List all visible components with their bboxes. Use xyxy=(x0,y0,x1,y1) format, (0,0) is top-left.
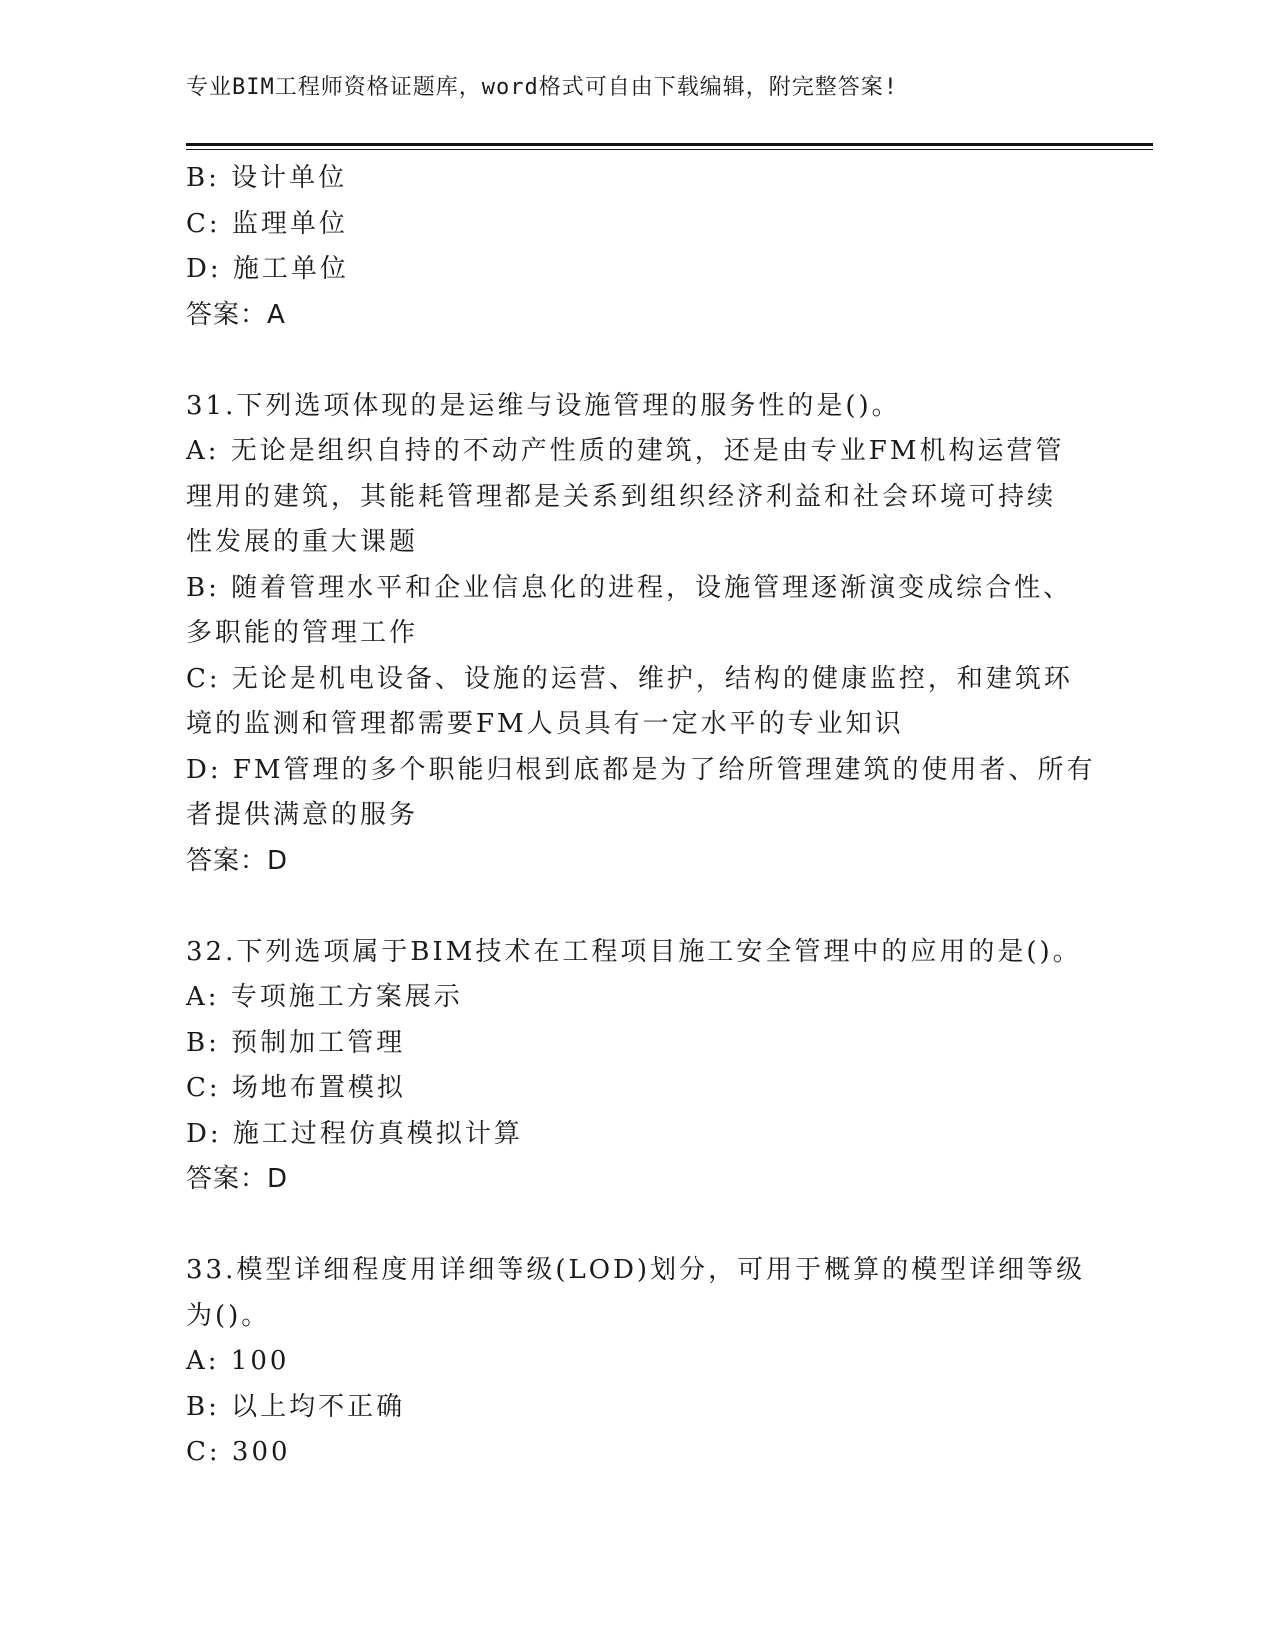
spacer xyxy=(186,338,1086,384)
question-32 xyxy=(186,930,1086,1203)
question-31 xyxy=(186,384,1096,885)
option-b: B: 预制加工管理 xyxy=(186,1027,406,1058)
question-stem: 33.模型详细程度用详细等级(LOD)划分，可用于概算的模型详细等级 xyxy=(186,1255,1086,1285)
option-a: A: 无论是组织自持的不动产性质的建筑，还是由专业FM机构运营管 xyxy=(186,436,1065,466)
option-a: A: 专项施工方案展示 xyxy=(186,982,463,1012)
option-c: C: 无论是机电设备、设施的运营、维护，结构的健康监控，和建筑环 xyxy=(186,663,1073,694)
header-rule xyxy=(186,143,1153,146)
option-d: D: 施工单位 xyxy=(186,254,349,284)
spacer xyxy=(186,884,1086,930)
option-a-cont: 性发展的重大课题 xyxy=(186,527,419,557)
question-stem: 31.下列选项体现的是运维与设施管理的服务性的是()。 xyxy=(186,390,901,421)
question-stem-cont: 为()。 xyxy=(186,1300,271,1331)
question-stem: 32.下列选项属于BIM技术在工程项目施工安全管理中的应用的是()。 xyxy=(186,936,1082,967)
answer-line: 答案：D xyxy=(186,845,289,876)
option-a-cont: 理用的建筑，其能耗管理都是关系到组织经济利益和社会环境可持续 xyxy=(186,481,1057,512)
option-c: C: 场地布置模拟 xyxy=(186,1073,406,1103)
document-body xyxy=(186,156,1096,1476)
option-b: B: 以上均不正确 xyxy=(186,1391,406,1422)
question-33 xyxy=(186,1248,1086,1476)
option-d: D: 施工过程仿真模拟计算 xyxy=(186,1118,523,1149)
option-b-cont: 多职能的管理工作 xyxy=(186,618,419,648)
page-header: 专业BIM工程师资格证题库，word格式可自由下载编辑，附完整答案! xyxy=(186,75,898,100)
option-d: D: FM管理的多个职能归根到底都是为了给所管理建筑的使用者、所有 xyxy=(186,754,1096,785)
answer-line: 答案：D xyxy=(186,1164,289,1194)
answer-line: 答案：A xyxy=(186,299,286,330)
option-d-cont: 者提供满意的服务 xyxy=(186,800,419,830)
option-c-cont: 境的监测和管理都需要FM人员具有一定水平的专业知识 xyxy=(186,709,904,739)
prev-question-options xyxy=(186,156,1086,338)
option-c: C: 300 xyxy=(186,1437,291,1467)
option-a: A: 100 xyxy=(186,1346,290,1376)
option-b: B: 随着管理水平和企业信息化的进程，设施管理逐渐演变成综合性、 xyxy=(186,572,1073,603)
spacer xyxy=(186,1203,1086,1249)
option-c: C: 监理单位 xyxy=(186,208,348,239)
option-b: B: 设计单位 xyxy=(186,163,348,193)
